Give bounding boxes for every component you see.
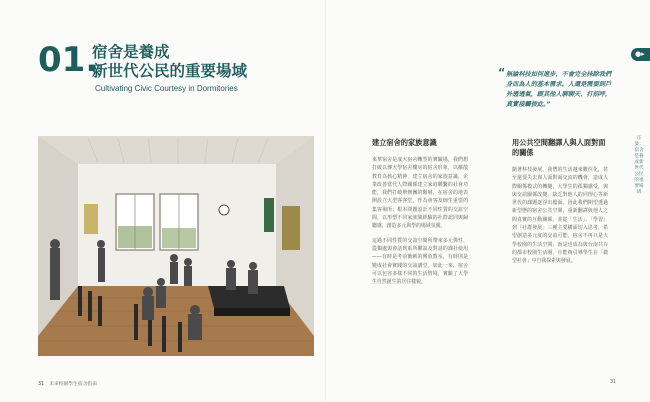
column2-paragraph: 隨著科技發展，我們的生活越來數位化，甚至還要失去與人面對面交流的機會，造成人際關係模式的轉變，大學生的孤獨感受，與與交誼關係改變，缺乏對他人的同理心等新世代的課題逐浮出檯面。因此我們期望透過新型態的宿舍公共空間，重新翻譯與他人之間真實的互動關係，並從「生活」、「學習」到「社群發展」三種主要構面切入思考，希望創造多元度的交流可能，宿舍不再只是大學校園的生活空間，而是也成為與台南共存的都市校園生活圈，且能夠引導學生在「微型社會」中自我探索與發展。	[512, 167, 608, 265]
page-number-left: 31	[38, 382, 45, 387]
chat-bubble-icon: ●▸	[635, 50, 645, 58]
pull-quote: 無論科技如何進步，不會完全抹除我們身而為人的基本需求。人還是需要到戶外透透氣，跟其他人聊聊天、打招呼，真實接觸彼此。”	[506, 71, 612, 108]
chapter-title-line1: 宿舍是養成	[92, 43, 170, 61]
lounge-render	[38, 136, 314, 356]
vertical-running-head: 汪曼：宿舍是養成新世代公民的重要場域	[634, 136, 644, 195]
column1-paragraph: 來華宿舍是成大宿舍轉型的實驗場，我們想打破以傳大學宿舍樓房的宿舍形象，以擴散教育為核心精神，建立宿舍的家族意識，企業改善當代人際關係建立家庭聯繫的社會功能，我們打破舉辦團的階層，在宿舍的地表開設立大型客客堂，作為會客及師生重要的集客場所；根本問題設計不同性質的交誼空間，以形塑不同家族間經驗的社群認同與歸屬感，創造多元與學的場域氛圍。	[372, 157, 468, 230]
footer-left	[38, 380, 97, 387]
column2-heading: 用公共空間翻譯人與人面對面的關係	[512, 138, 606, 157]
chapter-subtitle: Cultivating Civic Courtesy in Dormitories	[95, 84, 238, 93]
page-number-right: 31	[610, 380, 617, 385]
chapter-title-line2: 新世代公民的重要場域	[92, 62, 248, 80]
footer-book-title: 未來校園學生宿舍指南	[49, 382, 98, 387]
chapter-number: 01.	[38, 40, 99, 80]
column1-paragraph: 這過不同性質的交誼空間所帶來多元彈性，從獨處與會話到系所聯誼及對話的課社使用——有時是考前衝刺的開放教室，有時則是變成社會實踐的交誼講堂。如此一來，宿舍可以包容多樣不同的生活情境，實驗了大學生自然誕生的居住樣貌。	[372, 237, 468, 286]
column-public-space	[512, 138, 608, 272]
column1-heading: 建立宿舍的家族意識	[372, 138, 437, 147]
dormitory-lounge-illustration	[38, 136, 314, 356]
column-family-awareness	[372, 138, 468, 292]
chapter-side-tab	[631, 48, 650, 61]
page-gutter	[325, 0, 327, 402]
chapter-title	[92, 43, 247, 81]
quote-mark: “	[498, 66, 506, 79]
